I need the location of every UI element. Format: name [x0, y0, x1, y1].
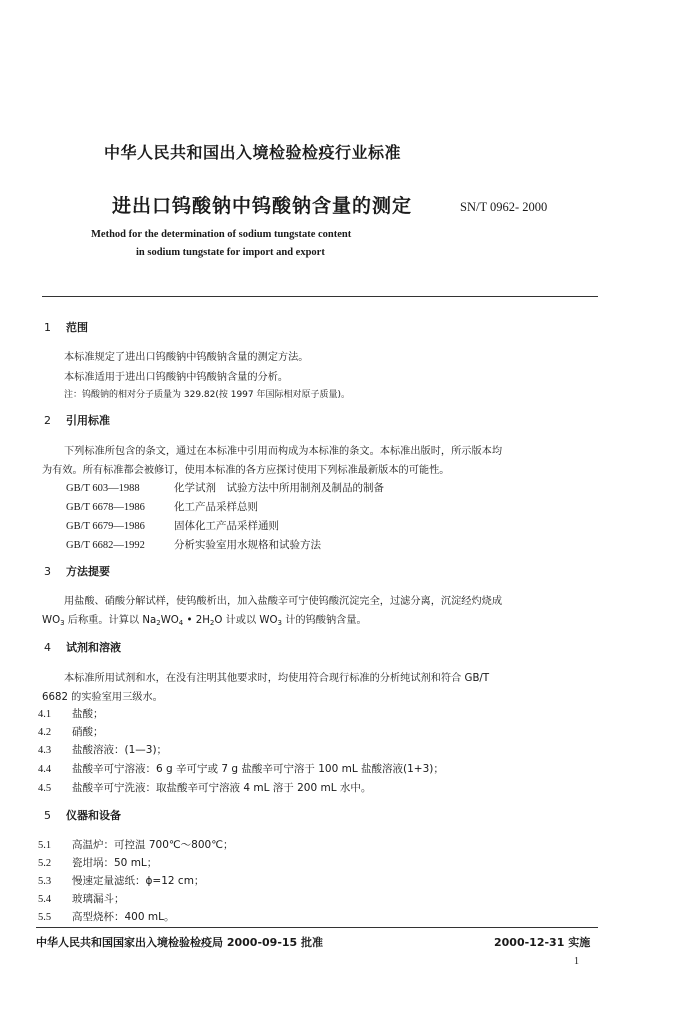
section-title: 方法提要	[66, 565, 110, 578]
reference-code: GB/T 603—1988	[66, 483, 140, 494]
reference-item	[66, 499, 258, 514]
formula-text: O 计或以 WO	[214, 615, 278, 626]
subscript: 3	[277, 619, 282, 627]
subscript: 4	[178, 619, 184, 627]
item-number: 4.5	[38, 783, 52, 794]
reference-name: 化学试剂 试验方法中所用制剂及制品的制备	[174, 482, 384, 494]
paragraph-text: 后称重。计算以 Na	[64, 615, 157, 626]
section-number: 2	[44, 414, 51, 427]
list-item	[38, 724, 104, 739]
section-4-heading	[44, 639, 121, 655]
paragraph: 下列标准所包含的条文，通过在本标准中引用而构成为本标准的条文。本标准出版时，所示版本均	[64, 446, 503, 457]
section-1-heading	[44, 319, 88, 335]
paragraph: 用盐酸、硝酸分解试样，使钨酸析出，加入盐酸辛可宁使钨酸沉淀完全，过滤分离，沉淀经灼烧成	[64, 596, 503, 607]
section-5-heading	[44, 807, 121, 823]
list-item	[38, 837, 234, 852]
reference-item	[66, 518, 279, 533]
item-text: 瓷坩埚：50 mL；	[72, 857, 158, 869]
section-3-heading	[44, 563, 110, 579]
section-title: 引用标准	[66, 414, 110, 427]
item-text: 盐酸辛可宁溶液：6 g 辛可宁或 7 g 盐酸辛可宁溶于 100 mL 盐酸溶液(1+3)；	[72, 763, 444, 775]
formula-text: WO	[160, 615, 179, 626]
section-number: 4	[44, 641, 51, 654]
item-text: 盐酸溶液：(1—3)；	[72, 744, 168, 756]
english-title-line-2: in sodium tungstate for import and export	[136, 247, 325, 258]
english-title-line-1: Method for the determination of sodium tungstate content	[91, 229, 352, 240]
list-item	[38, 855, 157, 870]
list-item	[38, 706, 104, 721]
item-text: 硝酸；	[72, 726, 104, 738]
item-text: 玻璃漏斗；	[72, 893, 125, 905]
section-number: 5	[44, 809, 51, 822]
paragraph: 6682 的实验室用三级水。	[42, 692, 163, 703]
reference-code: GB/T 6679—1986	[66, 521, 145, 532]
item-number: 5.2	[38, 858, 52, 869]
note: 注：钨酸钠的相对分子质量为 329.82(按 1997 年国际相对原子质量)。	[64, 390, 351, 400]
paragraph: 本标准适用于进出口钨酸钠中钨酸钠含量的分析。	[64, 372, 289, 383]
section-title: 试剂和溶液	[66, 641, 121, 654]
reference-code: GB/T 6682—1992	[66, 540, 145, 551]
standard-number: SN/T 0962- 2000	[460, 200, 548, 214]
subscript: 2	[156, 619, 161, 627]
section-title: 仪器和设备	[66, 809, 121, 822]
paragraph-text: 计的钨酸钠含量。	[281, 615, 367, 626]
item-number: 5.5	[38, 912, 52, 923]
document-title: 进出口钨酸钠中钨酸钠含量的测定	[112, 195, 413, 217]
paragraph: 本标准所用试剂和水，在没有注明其他要求时，均使用符合现行标准的分析纯试剂和符合 GB/T	[64, 673, 490, 684]
approval-statement: 中华人民共和国国家出入境检验检疫局 2000-09-15 批准	[36, 936, 324, 949]
footer-divider	[36, 927, 598, 928]
paragraph: 为有效。所有标准都会被修订，使用本标准的各方应探讨使用下列标准最新版本的可能性。	[42, 465, 450, 476]
section-number: 3	[44, 565, 51, 578]
item-number: 4.1	[38, 709, 52, 720]
item-text: 慢速定量滤纸：ϕ=12 cm；	[72, 875, 205, 887]
page-number: 1	[574, 956, 579, 967]
item-number: 4.2	[38, 727, 52, 738]
subscript: 2	[209, 619, 215, 627]
list-item	[38, 909, 174, 924]
reference-code: GB/T 6678—1986	[66, 502, 145, 513]
item-text: 盐酸辛可宁洗液：取盐酸辛可宁溶液 4 mL 溶于 200 mL 水中。	[72, 782, 372, 794]
item-text: 高型烧杯：400 mL。	[72, 911, 175, 923]
item-number: 5.4	[38, 894, 52, 905]
subscript: 3	[60, 619, 65, 627]
header-divider	[42, 296, 598, 297]
item-text: 高温炉：可控温 700℃～800℃；	[72, 839, 234, 851]
item-number: 4.3	[38, 745, 52, 756]
item-number: 5.3	[38, 876, 52, 887]
formula-text: WO	[42, 615, 61, 626]
reference-name: 分析实验室用水规格和试验方法	[174, 539, 321, 551]
item-text: 盐酸；	[72, 708, 104, 720]
formula-text: • 2H	[183, 615, 210, 626]
item-number: 5.1	[38, 840, 52, 851]
list-item	[38, 742, 167, 757]
reference-item	[66, 537, 321, 552]
paragraph: 本标准规定了进出口钨酸钠中钨酸钠含量的测定方法。	[64, 352, 309, 363]
section-title: 范围	[66, 321, 88, 334]
list-item	[38, 761, 444, 776]
implementation-date: 2000-12-31 实施	[494, 936, 591, 949]
standard-authority-header: 中华人民共和国出入境检验检疫行业标准	[104, 143, 402, 162]
item-number: 4.4	[38, 764, 52, 775]
reference-name: 化工产品采样总则	[174, 501, 258, 513]
section-2-heading	[44, 412, 110, 428]
list-item	[38, 780, 371, 795]
list-item	[38, 873, 204, 888]
reference-name: 固体化工产品采样通则	[174, 520, 279, 532]
section-number: 1	[44, 321, 51, 334]
paragraph-formula	[42, 611, 367, 627]
list-item	[38, 891, 125, 906]
reference-item	[66, 480, 384, 495]
